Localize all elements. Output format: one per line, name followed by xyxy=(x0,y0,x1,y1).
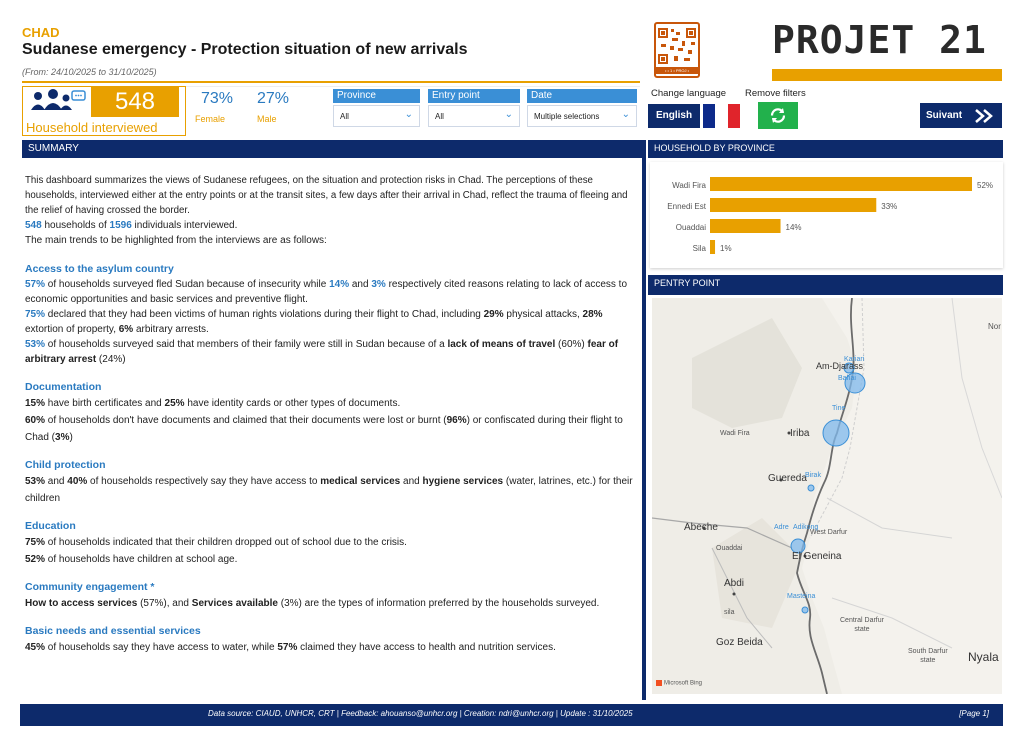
summary-body xyxy=(25,173,639,656)
filter-province[interactable] xyxy=(333,89,420,127)
bing-logo: Microsoft Bing xyxy=(656,680,702,687)
filter-date-select[interactable] xyxy=(527,105,637,127)
province-bar[interactable] xyxy=(710,198,876,212)
province-bar[interactable] xyxy=(710,177,972,191)
summary-right-rule xyxy=(642,140,646,700)
filter-entry-point-label: Entry point xyxy=(428,89,520,103)
province-category-label: Ouaddai xyxy=(675,223,706,232)
map-label-adre: Adre xyxy=(774,524,789,531)
map-canvas xyxy=(652,298,1002,694)
province-bar-chart xyxy=(650,162,1003,268)
province-category-label: Ennedi Est xyxy=(667,202,706,211)
access-p3: 53% of households surveyed said that members of their family were still in Sudan because of a lack of means of travel (60%) fear of arbitrary arrest (24%) xyxy=(25,339,619,365)
province-bar[interactable] xyxy=(710,219,781,233)
next-button-label: Suivant xyxy=(926,110,963,121)
refresh-icon xyxy=(758,102,798,129)
community-p1: How to access services (57%), and Services available (3%) are the types of information preferred by the households surveyed. xyxy=(25,598,600,609)
page-number: [Page 1] xyxy=(959,709,989,718)
map-label-adikong: Adikong xyxy=(793,524,819,531)
filter-date[interactable] xyxy=(527,89,637,127)
map-label-abdi: Abdi xyxy=(724,578,745,589)
documentation-p2: 60% of households don't have documents and claimed that their documents were lost or burnt (96%) or confiscated during their flight to Chad (3%) xyxy=(25,415,623,443)
chevron-down-icon: ⌄ xyxy=(504,109,513,120)
map-label-wadi-fira: Wadi Fira xyxy=(720,430,750,437)
page-title: Sudanese emergency - Protection situation of new arrivals xyxy=(22,41,468,58)
summary-trends: The main trends to be highlighted from the interviews are as follows: xyxy=(25,235,327,246)
education-p1: 75% of households indicated that their children dropped out of school due to the crisis. xyxy=(25,537,407,548)
province-value-label: 52% xyxy=(977,181,994,190)
section-title-documentation: Documentation xyxy=(25,381,102,393)
footer xyxy=(20,704,1003,726)
filter-province-label: Province xyxy=(333,89,420,103)
filter-province-select[interactable] xyxy=(333,105,420,127)
summary-intro: This dashboard summarizes the views of Sudanese refugees, on the situation and protection risks in Chad. The perceptions of these households, interviewed either at the entry points or at the transit sites, a few days after their arrival in Chad, reflect the trauma of fleeing and the relief of having crossed the border. xyxy=(25,175,628,216)
english-button[interactable]: English xyxy=(648,104,700,128)
male-pct: 27% xyxy=(257,90,290,107)
next-button[interactable] xyxy=(920,103,1002,128)
basic-p1: 45% of households say they have access to water, while 57% claimed they have access to health and nutrition services. xyxy=(25,642,556,653)
map-label-south-darfur: South Darfur state xyxy=(908,648,948,664)
province-value-label: 1% xyxy=(720,244,732,253)
remove-filters-label: Remove filters xyxy=(745,88,806,99)
households-count: 548 xyxy=(91,87,179,117)
filter-province-value: All xyxy=(340,112,349,121)
qr-code xyxy=(654,22,700,78)
female-pct: 73% xyxy=(201,90,234,107)
section-title-access: Access to the asylum country xyxy=(25,263,174,275)
filter-date-value: Multiple selections xyxy=(534,112,600,121)
date-range: (From: 24/10/2025 to 31/10/2025) xyxy=(22,67,157,77)
map-label-nyala: Nyala xyxy=(968,650,999,664)
map-label-goz-beida: Goz Beida xyxy=(716,637,763,648)
map-label-sila: sila xyxy=(724,609,735,616)
province-value-label: 33% xyxy=(881,202,898,211)
province-value-label: 14% xyxy=(785,223,802,232)
chevron-down-icon: ⌄ xyxy=(621,109,630,120)
map-label-abeche: Abeche xyxy=(684,522,718,533)
map-label-central-darfur: Central Darfur state xyxy=(840,617,884,633)
households-label: Household interviewed xyxy=(26,120,158,135)
province-chart-header: HOUSEHOLD BY PROVINCE xyxy=(648,140,1003,158)
province-bar[interactable] xyxy=(710,240,715,254)
map-label-kariari: Kariari xyxy=(844,356,865,363)
province-chart xyxy=(650,162,1003,268)
filter-date-label: Date xyxy=(527,89,637,103)
households-box xyxy=(22,86,186,136)
female-label: Female xyxy=(195,114,226,124)
footer-text: Data source: CIAUD, UNHCR, CRT | Feedback: ahouanso@unhcr.org | Creation: ndri@unhcr.org | Update : 31/10/2025 xyxy=(208,709,633,718)
map-label-guereda: Guereda xyxy=(768,473,807,484)
male-label: Male xyxy=(257,114,277,124)
country-label: CHAD xyxy=(22,25,60,40)
map-label-west-darfur: West Darfur xyxy=(810,529,848,536)
double-chevron-right-icon xyxy=(972,108,998,124)
refresh-filters-button[interactable] xyxy=(758,102,798,129)
documentation-p1: 15% have birth certificates and 25% have identity cards or other types of documents. xyxy=(25,398,401,409)
map-label-birak: Birak xyxy=(805,472,821,479)
filter-entry-point-select[interactable] xyxy=(428,105,520,127)
chevron-down-icon: ⌄ xyxy=(404,109,413,120)
header-divider xyxy=(22,81,640,83)
qr-caption: • • 1 • PROJ • xyxy=(656,67,698,74)
section-title-child-protection: Child protection xyxy=(25,459,106,471)
map-header: PENTRY POINT xyxy=(648,275,1003,295)
map-label-masteina: Masteina xyxy=(787,593,816,600)
education-p2: 52% of households have children at school age. xyxy=(25,554,238,565)
access-p2: 75% declared that they had been victims of human rights violations during their flight to Chad, including 29% physical attacks, 28% extortion of property, 6% arbitrary arrests. xyxy=(25,309,603,335)
map-label-am-djarass: Am-Djarass xyxy=(816,361,864,371)
map-label-ouaddai: Ouaddai xyxy=(716,545,743,552)
map-label-tine: Tine xyxy=(832,405,846,412)
french-flag-icon[interactable] xyxy=(703,104,740,128)
change-language-label: Change language xyxy=(651,88,727,99)
map-label-bahai: Bahai xyxy=(838,375,856,382)
access-p1: 57% of households surveyed fled Sudan because of insecurity while 14% and 3% respectively cited reasons relating to lack of access to economic opportunities and basic services and preventive flight. xyxy=(25,279,628,305)
map-label-nor: Nor xyxy=(988,322,1001,331)
section-title-education: Education xyxy=(25,520,76,532)
filter-entry-point[interactable] xyxy=(428,89,520,127)
map-label-el-geneina: El Geneina xyxy=(792,551,842,562)
child-p1: 53% and 40% of households respectively say they have access to medical services and hygiene services (water, latrines, etc.) for their children xyxy=(25,476,633,504)
summary-header: SUMMARY xyxy=(22,140,642,158)
logo-underline xyxy=(772,69,1002,81)
province-category-label: Sila xyxy=(692,244,706,253)
map-label-iriba: Iriba xyxy=(790,428,810,439)
summary-counts: 548 households of 1596 individuals interviewed. xyxy=(25,220,238,231)
province-category-label: Wadi Fira xyxy=(672,181,706,190)
section-title-basic-needs: Basic needs and essential services xyxy=(25,625,201,637)
entry-point-map[interactable] xyxy=(652,298,1002,694)
filter-entry-point-value: All xyxy=(435,112,444,121)
section-title-community: Community engagement * xyxy=(25,581,155,593)
projet21-logo: PROJET 21 xyxy=(772,18,987,62)
